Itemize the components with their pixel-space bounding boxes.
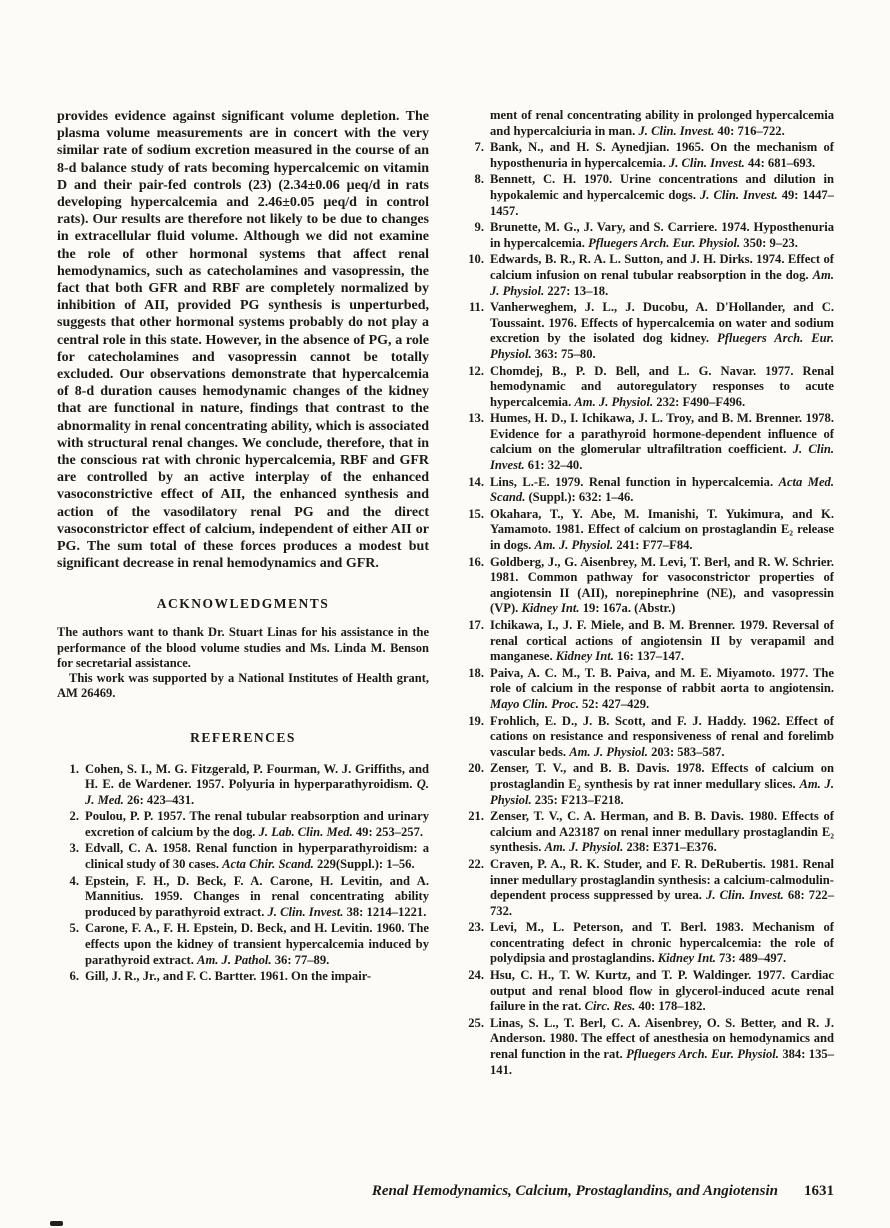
reference-text: Cohen, S. I., M. G. Fitzgerald, P. Fourman, W. J. Griffiths, and H. E. de Wardener. 1957. Polyuria in hyperparathyroidism. Q. J. Med. 26: 423–431.: [85, 761, 429, 807]
reference-number: 1.: [69, 761, 79, 776]
reference-text: Poulou, P. P. 1957. The renal tubular reabsorption and urinary excretion of calcium by the dog. J. Lab. Clin. Med. 49: 253–257.: [85, 809, 429, 839]
reference-number: 11.: [468, 300, 484, 315]
reference-item: [462, 809, 834, 856]
reference-text: Vanherweghem, J. L., J. Ducobu, A. D'Hollander, and C. Toussaint. 1976. Effects of hypercalcemia on water and sodium excretion by the isolated dog kidney. Pfluegers Arch. Eur. Physiol. 363: 75–80.: [490, 300, 834, 361]
reference-number: 10.: [468, 252, 484, 267]
references-heading: REFERENCES: [190, 729, 296, 745]
reference-number: 16.: [468, 554, 484, 569]
reference-item: [57, 809, 429, 840]
reference-number: 9.: [474, 220, 484, 235]
reference-item: [57, 874, 429, 921]
page-number: 1631: [804, 1183, 834, 1199]
reference-text: Linas, S. L., T. Berl, C. A. Aisenbrey, O. S. Better, and R. J. Anderson. 1980. The effect of anesthesia on hemodynamics and renal function in the rat. Pfluegers Arch. Eur. Physiol. 384: 135–141.: [490, 1015, 834, 1077]
acknowledgments-paragraph-2: This work was supported by a National Institutes of Health grant, AM 26469.: [57, 671, 429, 701]
content-columns: [57, 108, 834, 1079]
reference-number: 22.: [468, 856, 484, 871]
reference-number: 5.: [69, 921, 79, 936]
reference-item: [462, 507, 834, 554]
reference-text: Brunette, M. G., J. Vary, and S. Carriere. 1974. Hyposthenuria in hypercalcemia. Pfluegers Arch. Eur. Physiol. 350: 9–23.: [490, 220, 834, 250]
reference-text: Lins, L.-E. 1979. Renal function in hypercalcemia. Acta Med. Scand. (Suppl.): 632: 1–46.: [490, 474, 835, 505]
reference-number: 14.: [468, 474, 484, 489]
reference-number: 25.: [468, 1015, 484, 1030]
reference-number: 23.: [468, 920, 484, 935]
reference-text: Bennett, C. H. 1970. Urine concentrations and dilution in hypokalemic and hypercalcemic dogs. J. Clin. Invest. 49: 1447–1457.: [490, 172, 834, 218]
reference-number: 8.: [474, 172, 484, 187]
reference-number: 21.: [468, 809, 484, 824]
reference-item: [462, 761, 834, 808]
reference-item: [462, 220, 834, 251]
reference-text: Zenser, T. V., and B. B. Davis. 1978. Effects of calcium on prostaglandin E₂ synthesis by rat inner medullary slices. Am. J. Physiol. 235: F213–F218.: [490, 761, 834, 807]
scan-artifact: [50, 1221, 63, 1226]
reference-number: 18.: [468, 665, 484, 680]
reference-item: [462, 714, 834, 761]
right-column: [462, 108, 834, 1079]
reference-text: Bank, N., and H. S. Aynedjian. 1965. On the mechanism of hyposthenuria in hypercalcemia. J. Clin. Invest. 44: 681–693.: [490, 140, 834, 170]
reference-number: 15.: [468, 506, 484, 521]
reference-continuation-paragraph: ment of renal concentrating ability in prolonged hypercalcemia and hypercalciuria in man. J. Clin. Invest. 40: 716–722.: [490, 108, 834, 138]
reference-text: Ichikawa, I., J. F. Miele, and B. M. Brenner. 1979. Reversal of renal cortical actions of angiotensin II by verapamil and manganese. Kidney Int. 16: 137–147.: [490, 618, 834, 664]
reference-number: 19.: [468, 713, 484, 728]
reference-list-left: [57, 762, 429, 985]
reference-item: [462, 857, 834, 919]
page-footer: [57, 1183, 834, 1200]
reference-text: Paiva, A. C. M., T. B. Paiva, and M. E. Miyamoto. 1977. The role of calcium in the response of rabbit aorta to angiotensin. Mayo Clin. Proc. 52: 427–429.: [490, 665, 834, 711]
acknowledgments-heading: ACKNOWLEDGMENTS: [156, 596, 330, 612]
reference-number: 17.: [468, 618, 484, 632]
running-title: Renal Hemodynamics, Calcium, Prostaglandins, and Angiotensin: [371, 1183, 778, 1199]
reference-list-right: [462, 140, 834, 1078]
reference-text: Levi, M., L. Peterson, and T. Berl. 1983. Mechanism of concentrating defect in chronic hypercalcemia: the role of polydipsia and prostaglandins. Kidney Int. 73: 489–497.: [490, 920, 834, 966]
reference-number: 4.: [69, 873, 79, 888]
reference-item: [57, 969, 429, 985]
reference-number: 6.: [69, 969, 79, 984]
reference-item: [462, 1016, 834, 1078]
reference-item: [462, 300, 834, 362]
reference-text: Chomdej, B., P. D. Bell, and L. G. Navar. 1977. Renal hemodynamic and autoregulatory responses to acute hypercalcemia. Am. J. Physiol. 232: F490–F496.: [490, 363, 834, 409]
reference-item: [462, 475, 834, 506]
body-paragraph: provides evidence against significant volume depletion. The plasma volume measurements are in concert with the very similar rate of sodium excretion measured in the course of an 8-d balance study of rats becoming hypercalcemic on vitamin D and their pair-fed controls (23) (2.34±0.06 μeq/d in rats developing hypercalcemia and 2.46±0.05 μeq/d in control rats). Our results are therefore not likely to be due to changes in extracellular fluid volume. Although we did not examine the role of other hormonal systems that affect renal hemodynamics, such as catecholamines and vasopressin, the fact that both GFR and RBF are completely normalized by inhibition of AII, provided PG synthesis is unperturbed, suggests that other hormonal systems probably do not play a central role in this state. However, in the absence of PG, a role for catecholamines and vasopressin cannot be totally excluded. Our observations demonstrate that hypercalcemia of 8-d duration causes hemodynamic changes of the kidney that are functional in nature, findings that contrast to the abnormality in renal concentrating ability, which is associated with structural renal changes. We conclude, therefore, that in the conscious rat with chronic hypercalcemia, RBF and GFR are controlled by an active interplay of the enhanced vasoconstrictive effect of AII, the enhanced synthesis and action of the vasodilatory renal PG and the direct vasoconstrictor effect of calcium, independent of either AII or PG. The sum total of these forces produces a modest but significant decrease in renal hemodynamics and GFR.: [57, 109, 429, 572]
reference-item: [462, 920, 834, 967]
reference-text: Carone, F. A., F. H. Epstein, D. Beck, and H. Levitin. 1960. The effects upon the kidney of transient hypercalcemia induced by parathyroid extract. Am. J. Pathol. 36: 77–89.: [85, 921, 429, 967]
reference-number: 3.: [69, 841, 79, 856]
reference-number: 24.: [468, 968, 484, 983]
reference-text: Edwards, B. R., R. A. L. Sutton, and J. H. Dirks. 1974. Effect of calcium infusion on renal tubular reabsorption in the dog. Am. J. Physiol. 227: 13–18.: [490, 252, 834, 298]
reference-item: [462, 968, 834, 1015]
reference-item: [462, 666, 834, 713]
reference-item: [57, 762, 429, 809]
reference-number: 7.: [474, 140, 484, 155]
reference-text: Okahara, T., Y. Abe, M. Imanishi, T. Yukimura, and K. Yamamoto. 1981. Effect of calcium on prostaglandin E₂ release in dogs. Am. J. Physiol. 241: F77–F84.: [490, 506, 834, 553]
reference-item: [462, 252, 834, 299]
left-column: [57, 108, 429, 1079]
reference-text: Epstein, F. H., D. Beck, F. A. Carone, H. Levitin, and A. Mannitius. 1959. Changes in renal concentrating ability produced by parathyroid extract. J. Clin. Invest. 38: 1214–1221.: [85, 873, 429, 919]
reference-text: Goldberg, J., G. Aisenbrey, M. Levi, T. Berl, and R. W. Schrier. 1981. Common pathway for vasoconstrictor properties of angiotensin II (AII), norepinephrine (NE), and vasopressin (VP). Kidney Int. 19: 167a. (Abstr.): [490, 554, 834, 616]
reference-item: [462, 555, 834, 617]
acknowledgments-paragraph-1: The authors want to thank Dr. Stuart Linas for his assistance in the performance of the blood volume studies and Ms. Linda M. Benson for secretarial assistance.: [57, 625, 429, 670]
reference-text: Edvall, C. A. 1958. Renal function in hyperparathyroidism: a clinical study of 30 cases. Acta Chir. Scand. 229(Suppl.): 1–56.: [85, 841, 429, 872]
reference-item: [57, 921, 429, 968]
reference-text: Humes, H. D., I. Ichikawa, J. L. Troy, and B. M. Brenner. 1978. Evidence for a parathyroid hormone-dependent influence of calcium on the glomerular ultrafiltration coefficient. J. Clin. Invest. 61: 32–40.: [490, 411, 834, 473]
reference-item: [462, 618, 834, 665]
reference-item: [462, 364, 834, 411]
reference-item: [462, 411, 834, 473]
reference-number: 13.: [468, 411, 484, 426]
reference-text: Zenser, T. V., C. A. Herman, and B. B. Davis. 1980. Effects of calcium and A23187 on renal inner medullary prostaglandin E₂ synthesis. Am. J. Physiol. 238: E371–E376.: [490, 809, 834, 855]
reference-text: Gill, J. R., Jr., and F. C. Bartter. 1961. On the impair-: [85, 969, 372, 984]
reference-item: [462, 140, 834, 171]
reference-text: Craven, P. A., R. K. Studer, and F. R. DeRubertis. 1981. Renal inner medullary prostaglandin synthesis: a calcium-calmodulin-dependent process suppressed by urea. J. Clin. Invest. 68: 722–732.: [490, 856, 834, 918]
reference-number: 2.: [69, 809, 79, 824]
reference-text: Hsu, C. H., T. W. Kurtz, and T. P. Waldinger. 1977. Cardiac output and renal blood flow in glycerol-induced acute renal failure in the rat. Circ. Res. 40: 178–182.: [490, 968, 834, 1014]
reference-number: 20.: [468, 761, 484, 776]
reference-number: 12.: [468, 363, 484, 378]
reference-item: [462, 172, 834, 219]
reference-item: [57, 841, 429, 872]
reference-text: Frohlich, E. D., J. B. Scott, and F. J. Haddy. 1962. Effect of cations on resistance and responsiveness of renal and forelimb vascular beds. Am. J. Physiol. 203: 583–587.: [490, 713, 834, 759]
